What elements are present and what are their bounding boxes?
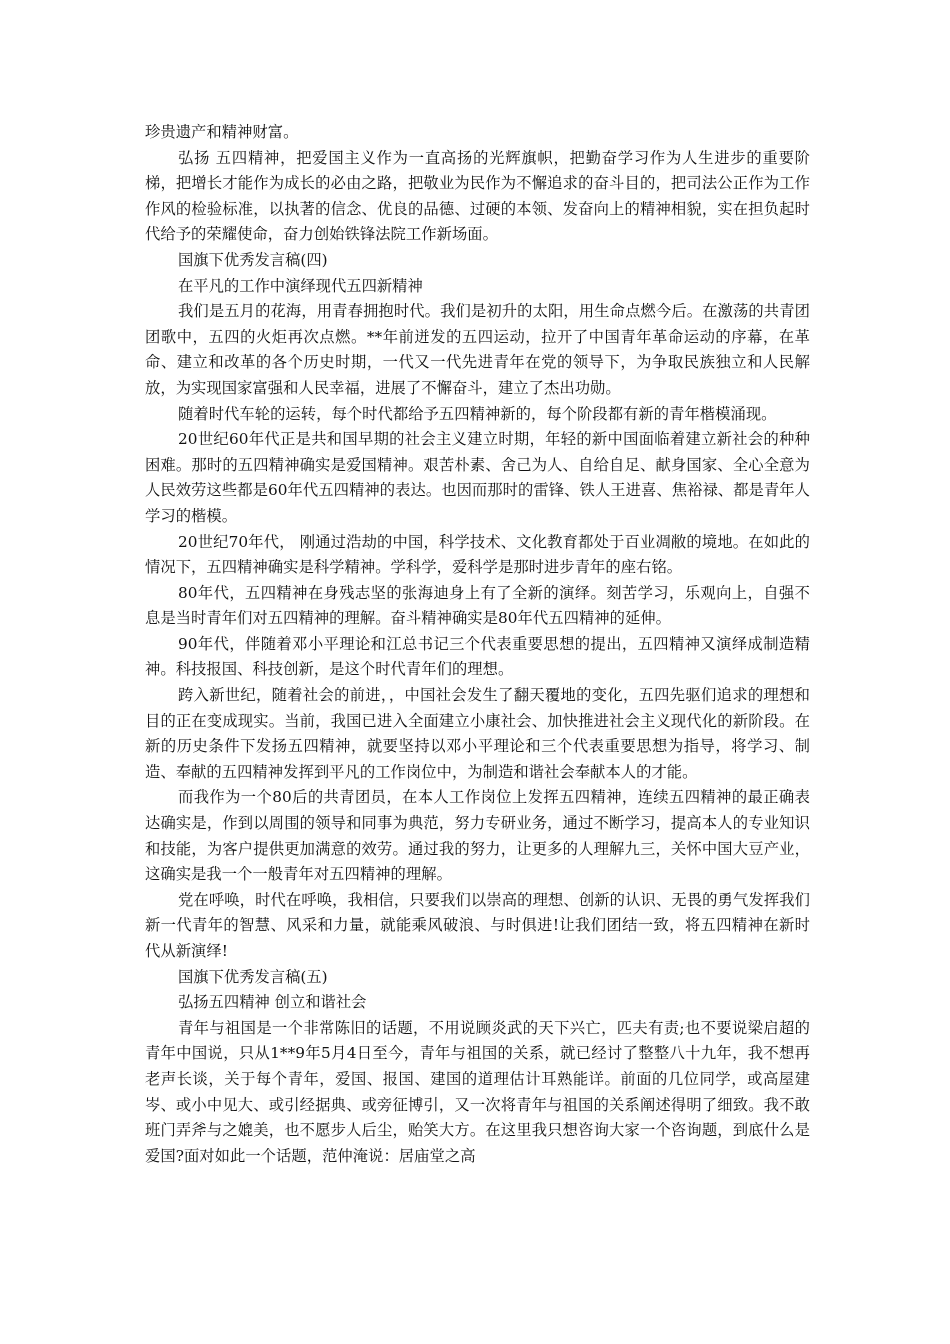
- document-page: [145, 120, 810, 1169]
- paragraph: 我们是五月的花海，用青春拥抱时代。我们是初升的太阳，用生命点燃今后。在激荡的共青团团歌中，五四的火炬再次点燃。**年前迸发的五四运动，拉开了中国青年革命运动的序幕，在革命、建立和改革的各个历史时期，一代又一代先进青年在党的领导下，为争取民族独立和人民解放，为实现国家富强和人民幸福，进展了不懈奋斗，建立了杰出功勋。: [145, 302, 810, 397]
- paragraph: 党在呼唤，时代在呼唤，我相信，只要我们以崇高的理想、创新的认识、无畏的勇气发挥我们新一代青年的智慧、风采和力量，就能乘风破浪、与时俱进!让我们团结一致，将五四精神在新时代从新演绎!: [145, 890, 810, 960]
- paragraph: 弘扬 五四精神，把爱国主义作为一直高扬的光辉旗帜，把勤奋学习作为人生进步的重要阶梯，把增长才能作为成长的必由之路，把敬业为民作为不懈追求的奋斗目的，把司法公正作为工作作风的检验标准，以执著的信念、优良的品德、过硬的本领、发奋向上的精神相貌，实在担负起时代给予的荣耀使命，奋力创始铁锋法院工作新场面。: [145, 148, 810, 244]
- paragraph: 而我作为一个80后的共青团员，在本人工作岗位上发挥五四精神，连续五四精神的最正确表达确实是，作到以周围的领导和同事为典范，努力专研业务，通过不断学习，提高本人的专业知识和技能，为客户提供更加满意的效劳。通过我的努力，让更多的人理解九三，关怀中国大豆产业，这确实是我一个一般青年对五四精神的理解。: [145, 788, 810, 884]
- paragraph: 青年与祖国是一个非常陈旧的话题，不用说顾炎武的天下兴亡，匹夫有责;也不要说梁启超的青年中国说，只从1**9年5月4日至今，青年与祖国的关系，就已经讨了整整八十九年，我不想再老声长谈，关于每个青年，爱国、报国、建国的道理估计耳熟能详。前面的几位同学，或高屋建岑、或小中见大、或引经据典、或旁征博引，又一次将青年与祖国的关系阐述得明了细致。我不敢班门弄斧与之媲美，也不愿步人后尘，贻笑大方。在这里我只想咨询大家一个咨询题，到底什么是爱国?面对如此一个话题，范仲淹说：居庙堂之高: [145, 1018, 810, 1165]
- section-subtitle: 在平凡的工作中演绎现代五四新精神: [178, 276, 423, 295]
- paragraph: 90年代，伴随着邓小平理论和江总书记三个代表重要思想的提出，五四精神又演绎成制造精神。科技报国、科技创新，是这个时代青年们的理想。: [145, 634, 810, 679]
- paragraph: 跨入新世纪，随着社会的前进，，中国社会发生了翻天覆地的变化，五四先驱们追求的理想和目的正在变成现实。当前，我国已进入全面建立小康社会、加快推进社会主义现代化的新阶段。在新的历史条件下发扬五四精神，就要坚持以邓小平理论和三个代表重要思想为指导，将学习、制造、奉献的五四精神发挥到平凡的工作岗位中，为制造和谐社会奉献本人的才能。: [145, 686, 810, 781]
- paragraph: 珍贵遗产和精神财富。: [145, 123, 299, 141]
- paragraph: 80年代，五四精神在身残志坚的张海迪身上有了全新的演绎。刻苦学习，乐观向上，自强不息是当时青年们对五四精神的理解。奋斗精神确实是80年代五四精神的延伸。: [145, 583, 810, 628]
- paragraph: 20世纪70年代， 刚通过浩劫的中国，科学技术、文化教育都处于百业凋敝的境地。在如此的情况下，五四精神确实是科学精神。学科学，爱科学是那时进步青年的座右铭。: [145, 532, 810, 577]
- paragraph: 20世纪60年代正是共和国早期的社会主义建立时期，年轻的新中国面临着建立新社会的种种困难。那时的五四精神确实是爱国精神。艰苦朴素、舍己为人、自给自足、献身国家、全心全意为人民效劳这些都是60年代五四精神的表达。也因而那时的雷锋、铁人王进喜、焦裕禄、都是青年人学习的楷模。: [145, 430, 810, 525]
- section-subtitle: 弘扬五四精神 创立和谐社会: [178, 993, 367, 1012]
- section-heading: 国旗下优秀发言稿(四): [178, 250, 328, 269]
- section-heading: 国旗下优秀发言稿(五): [178, 967, 328, 986]
- paragraph: 随着时代车轮的运转，每个时代都给予五四精神新的，每个阶段都有新的青年楷模涌现。: [178, 404, 777, 423]
